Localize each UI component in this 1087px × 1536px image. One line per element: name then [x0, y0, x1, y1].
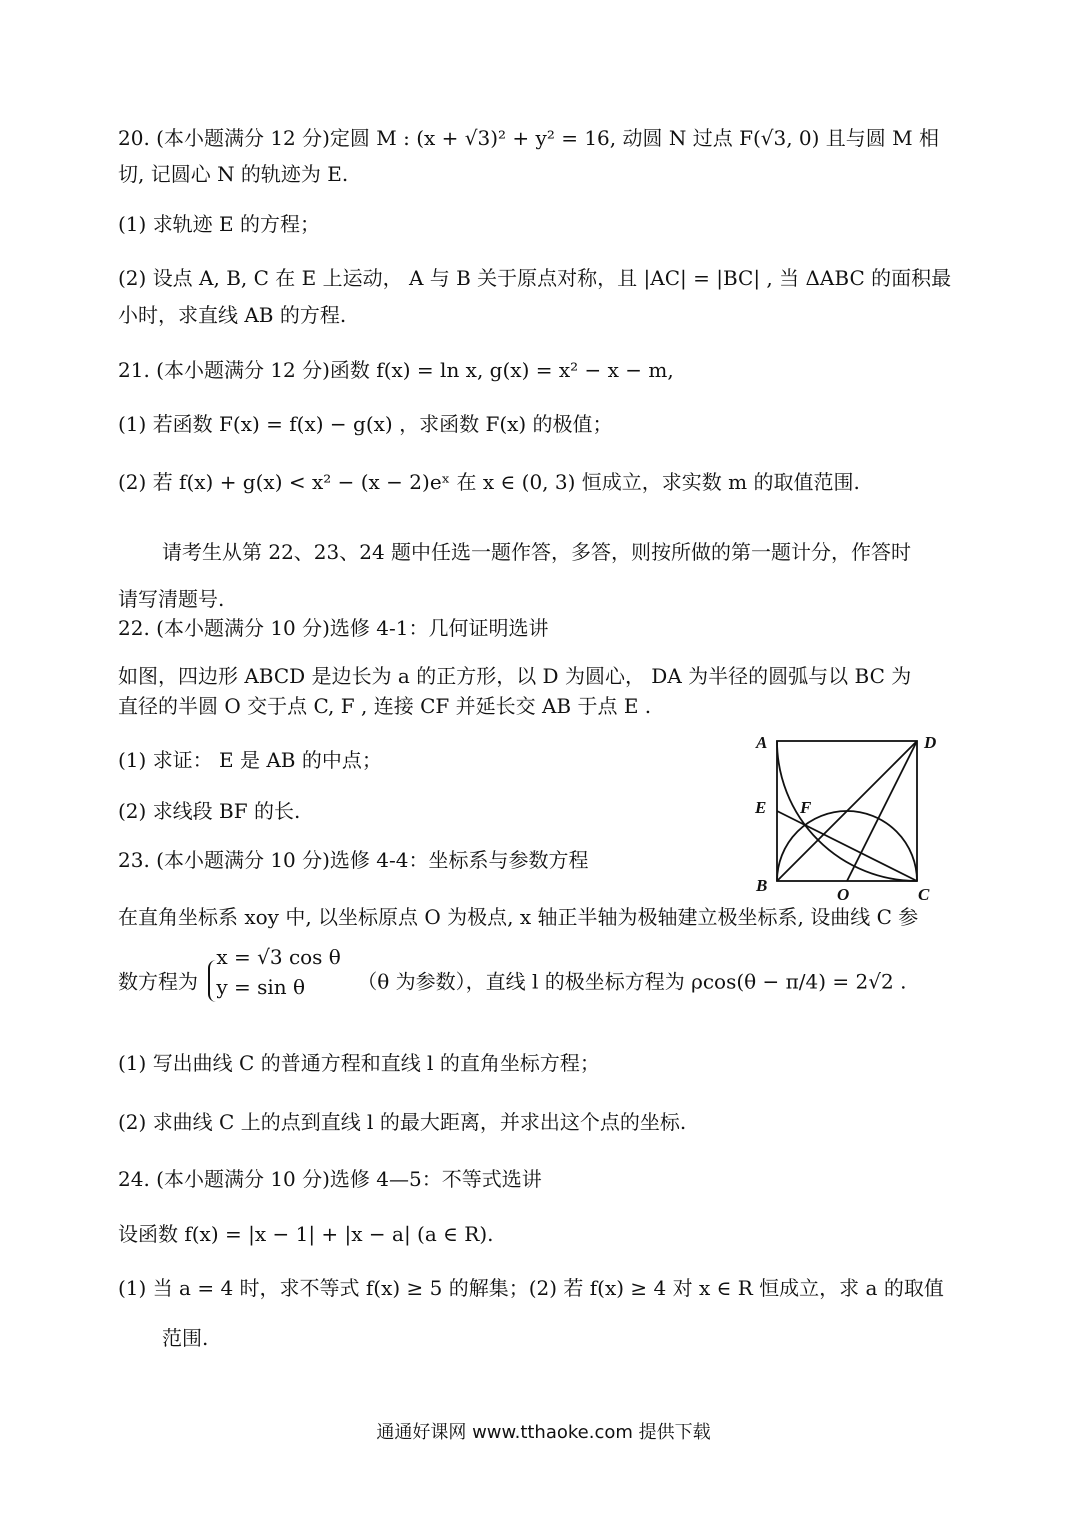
q23-suffix: （θ 为参数），直线 l 的极坐标方程为 ρcos(θ − π/4) = 2√2 . — [357, 969, 907, 994]
param-x-eq: x = √3 cos θ — [216, 945, 341, 969]
label-f: F — [800, 798, 812, 817]
label-d: D — [924, 733, 937, 752]
label-b: B — [756, 876, 768, 895]
q23-part2: (2) 求曲线 C 上的点到直线 l 的最大距离，并求出这个点的坐标. — [118, 1110, 687, 1134]
label-a: A — [756, 733, 768, 752]
line-bd — [777, 741, 917, 881]
q24-line4: 范围. — [162, 1326, 209, 1350]
q24-line3: (1) 当 a = 4 时，求不等式 f(x) ≥ 5 的解集；(2) 若 f(x) ≥ 4 对 x ∈ R 恒成立，求 a 的取值 — [118, 1276, 944, 1300]
parametric-system — [208, 945, 346, 1002]
q23-line1: 23. (本小题满分 10 分)选修 4-4：坐标系与参数方程 — [118, 848, 589, 872]
q24-line1: 24. (本小题满分 10 分)选修 4—5：不等式选讲 — [118, 1167, 542, 1191]
q22-part1: (1) 求证： E 是 AB 的中点； — [118, 748, 382, 772]
q22-line1: 22. (本小题满分 10 分)选修 4-1：几何证明选讲 — [118, 616, 549, 640]
q21-line1: 21. (本小题满分 12 分)函数 f(x) = ln x, g(x) = x² − x − m, — [118, 358, 674, 382]
q20-line2: 切, 记圆心 N 的轨迹为 E. — [118, 162, 349, 186]
q24-line2: 设函数 f(x) = |x − 1| + |x − a| (a ∈ R). — [118, 1222, 494, 1246]
line-ce — [777, 811, 917, 881]
label-o: O — [837, 885, 850, 903]
q20-part1: (1) 求轨迹 E 的方程； — [118, 212, 321, 236]
q22-line3: 直径的半圆 O 交于点 C, F , 连接 CF 并延长交 AB 于点 E . — [118, 694, 652, 718]
q21-part2: (2) 若 f(x) + g(x) < x² − (x − 2)eˣ 在 x ∈ (0, 3) 恒成立，求实数 m 的取值范围. — [118, 470, 860, 494]
q22-part2: (2) 求线段 BF 的长. — [118, 799, 301, 823]
param-y-eq: y = sin θ — [216, 975, 306, 999]
q23-line3 — [118, 945, 907, 1004]
q20-part2a: (2) 设点 A, B, C 在 E 上运动， A 与 B 关于原点对称，且 |AC| = |BC| , 当 ΔABC 的面积最 — [118, 266, 952, 290]
q20-line1: 20. (本小题满分 12 分)定圆 M : (x + √3)² + y² = 16, 动圆 N 过点 F(√3, 0) 且与圆 M 相 — [118, 126, 940, 150]
q20-part2b: 小时，求直线 AB 的方程. — [118, 303, 347, 327]
q22-line2: 如图，四边形 ABCD 是边长为 a 的正方形，以 D 为圆心， DA 为半径的圆弧与以 BC 为 — [118, 664, 912, 688]
label-e: E — [755, 798, 767, 817]
note-line1: 请考生从第 22、23、24 题中任选一题作答，多答，则按所做的第一题计分，作答时 — [162, 540, 912, 564]
label-c: C — [918, 885, 930, 903]
geometry-figure — [750, 728, 950, 903]
q21-part1: (1) 若函数 F(x) = f(x) − g(x) ，求函数 F(x) 的极值； — [118, 412, 613, 436]
note-line2: 请写清题号. — [118, 587, 225, 611]
footer: 通通好课网 www.tthaoke.com 提供下载 — [376, 1422, 711, 1443]
q23-prefix: 数方程为 — [118, 969, 198, 994]
q23-part1: (1) 写出曲线 C 的普通方程和直线 l 的直角坐标方程； — [118, 1051, 600, 1075]
q23-line2: 在直角坐标系 xoy 中, 以坐标原点 O 为极点, x 轴正半轴为极轴建立极坐标系, 设曲线 C 参 — [118, 905, 919, 929]
